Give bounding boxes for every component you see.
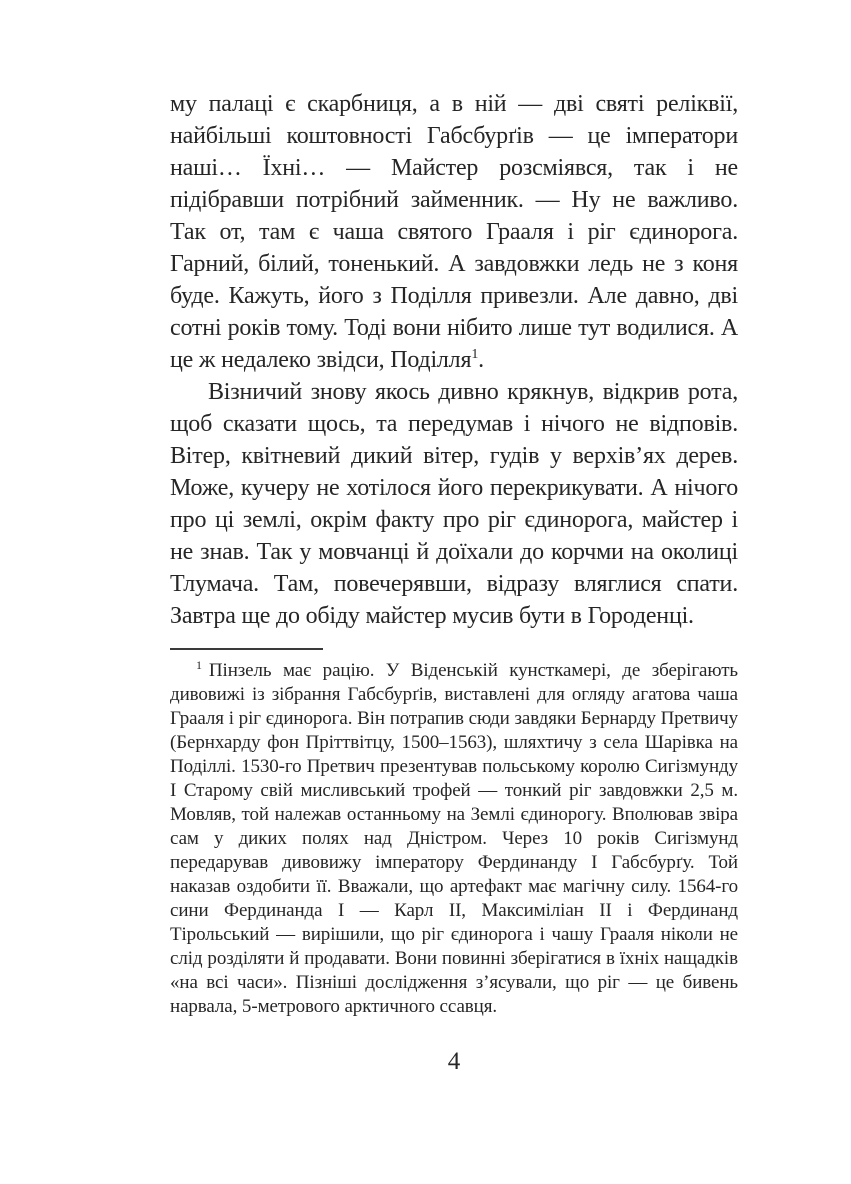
footnote-marker: 1 xyxy=(196,658,202,672)
paragraph-1-text-end: . xyxy=(478,347,484,373)
footnote-reference: 1 xyxy=(471,347,479,362)
body-paragraph-2: Візничий знову якось дивно крякнув, відкрив рота, щоб сказати щось, та передумав і нічого не відповів. Вітер, квітневий дикий вітер, гудів у верхів’ях дерев. Може, кучеру не хотілося його перекрикувати. А нічого про ці землі, окрім факту про ріг єдинорога, майстер і не знав. Так у мовчанці й доїхали до корчми на околиці Тлумача. Там, повечерявши, відразу вляглися спати. Завтра ще до обіду майстер мусив бути в Городенці. xyxy=(170,379,738,629)
footnote-separator-rule xyxy=(170,648,323,650)
footnote-text: Пінзель має рацію. У Віденській кунсткамері, де зберігають дивовижі із зібрання Габсбурґів, виставлені для огляду агатова чаша Грааля і ріг єдинорога. Він потрапив сюди завдяки Бернарду Претвичу (Бернхарду фон Пріттвітцу, 1500–1563), шляхтичу з села Шарівка на Поділлі. 1530-го Претвич презентував польському королю Сигізмунду I Старому свій мисливський трофей — тонкий ріг завдовжки 2,5 м. Мовляв, той належав останньому на Землі єдинорогу. Вполював звіра сам у диких полях над Дністром. Через 10 років Сигізмунд передарував дивовижу імператору Фердинанду I Габсбурґу. Той наказав оздобити її. Вважали, що артефакт має магічну силу. 1564-го сини Фердинанда I — Карл II, Максиміліан II і Фердинанд Тірольський — вирішили, що ріг єдинорога і чашу Грааля ніколи не слід розділяти й продавати. Вони повинні зберігатися в їхніх нащадків «на всі часи». Пізніші дослідження з’ясували, що ріг — це бивень нарвала, 5-метрового арктичного ссавця. xyxy=(170,660,738,1017)
paragraph-1-text: му палаці є скарбниця, а в ній — дві святі реліквії, найбільші коштовності Габсбурґів — це імператори наші… Їхні… — Майстер розсміявся, так і не підібравши потрібний займенник. — Ну не важливо. Так от, там є чаша святого Грааля і ріг єдинорога. Гарний, білий, тоненький. А завдовжки ледь не з коня буде. Кажуть, його з Поділля привезли. Але давно, дві сотні років тому. Тоді вони нібито лише тут водилися. А це ж недалеко звідси, Поділля xyxy=(170,91,738,373)
body-paragraph-1 xyxy=(170,88,738,376)
text-column xyxy=(170,88,738,1019)
footnote-paragraph xyxy=(170,659,738,1019)
page-number: 4 xyxy=(447,1048,461,1075)
